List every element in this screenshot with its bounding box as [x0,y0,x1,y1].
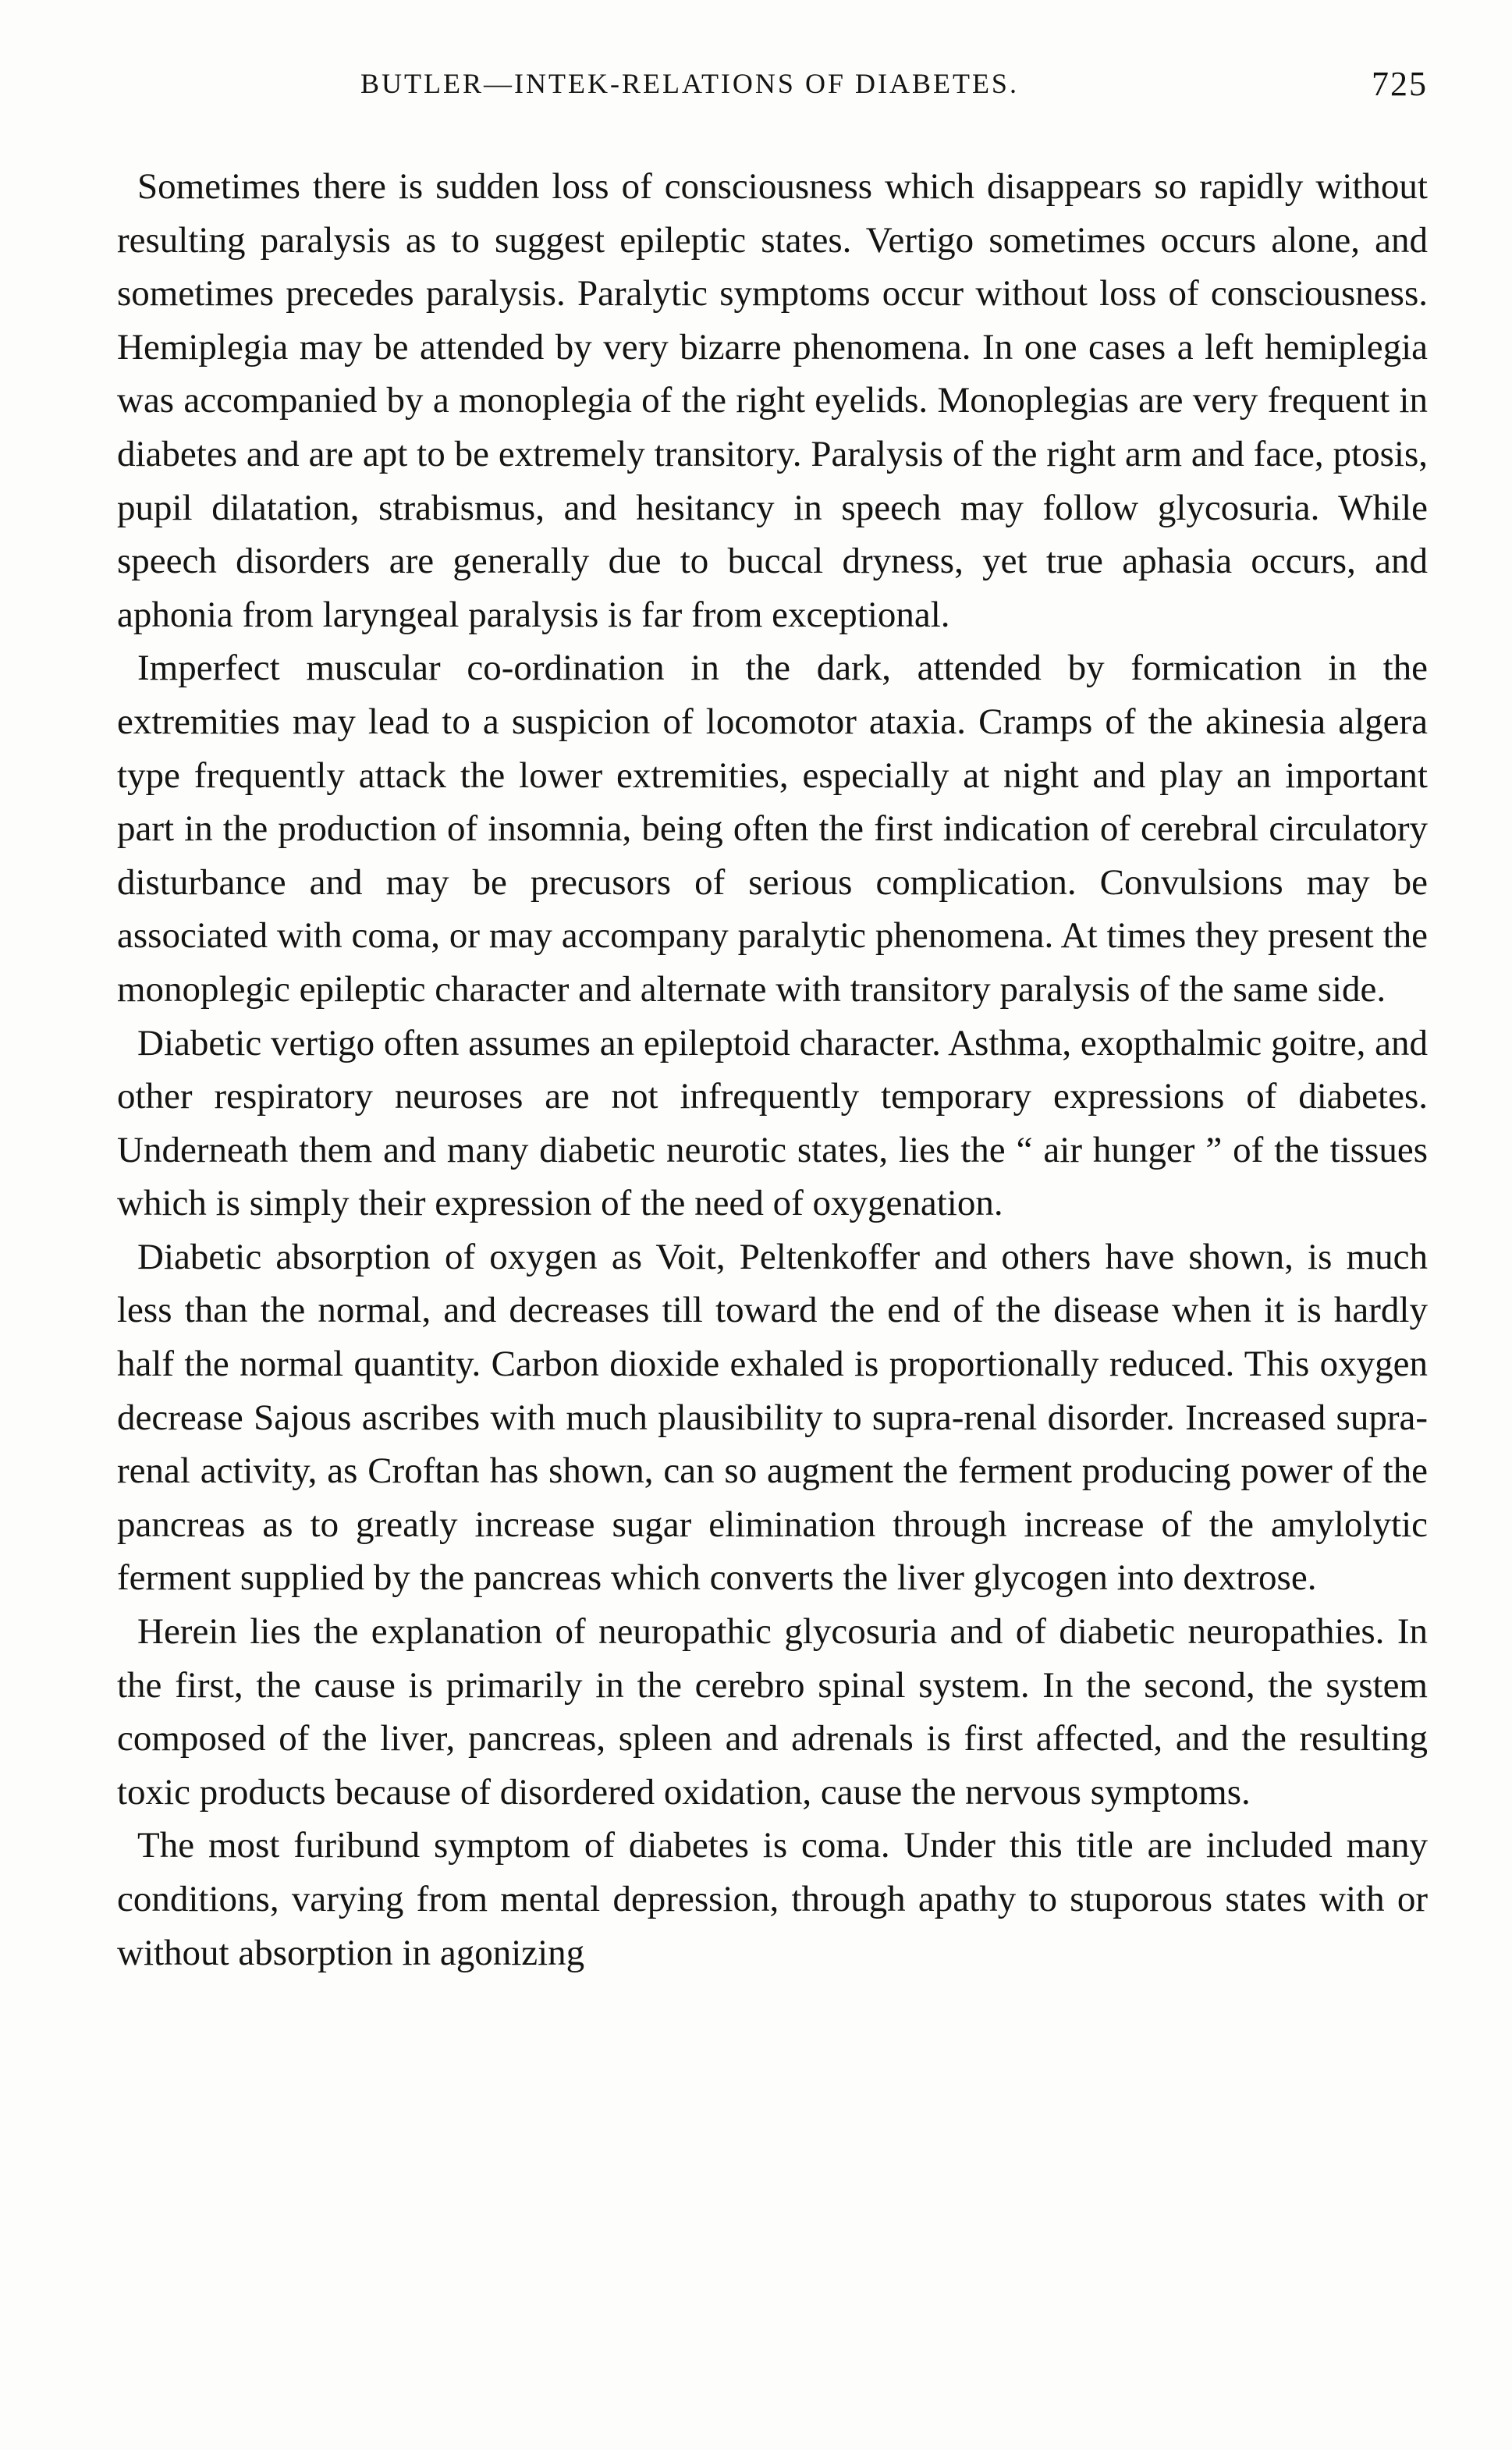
running-title: BUTLER—INTEK-RELATIONS OF DIABETES. [360,68,1019,99]
paragraph: Imperfect muscular co-ordination in the dark, attended by formication in the extremities may lead to a suspicion of locomotor ataxia. Cramps of the akinesia algera type frequently attack the lower extremities, especially at night and play an important part in the production of insomnia, being often the first indication of cerebral circulatory disturbance and may be precusors of serious complication. Convulsions may be associated with coma, or may accompany paralytic phenomena. At times they present the monoplegic epileptic character and alternate with transitory paralysis of the same side. [117,648,1428,1010]
paragraph: Herein lies the explanation of neuropathic glycosuria and of diabetic neuropathies. In the first, the cause is primarily in the cerebro spinal system. In the second, the system composed of the liver, pancreas, spleen and adrenals is first affected, and the resulting toxic products because of disordered oxidation, cause the nervous symptoms. [117,1611,1428,1813]
paragraph: Diabetic vertigo often assumes an epileptoid character. Asthma, exopthalmic goitre, and other respiratory neuroses are not infrequently temporary expressions of diabetes. Underneath them and many diabetic neurotic states, lies the “ air hunger ” of the tissues which is simply their expression of the need of oxygenation. [117,1022,1428,1224]
paragraph: The most furibund symptom of diabetes is coma. Under this title are included many conditions, varying from mental depression, through apathy to stuporous states with or without absorption in agonizing [117,1825,1428,1973]
paragraph: Sometimes there is sudden loss of consciousness which disappears so rapidly without resulting paralysis as to suggest epileptic states. Vertigo sometimes occurs alone, and sometimes precedes paralysis. Paralytic symptoms occur without loss of consciousness. Hemiplegia may be attended by very bizarre phenomena. In one cases a left hemiplegia was accompanied by a monoplegia of the right eyelids. Monoplegias are very frequent in diabetes and are apt to be extremely transitory. Paralysis of the right arm and face, ptosis, pupil dilatation, strabismus, and hesitancy in speech may follow glycosuria. While speech disorders are generally due to buccal dryness, yet true aphasia occurs, and aphonia from laryngeal paralysis is far from exceptional. [117,166,1428,635]
running-head [117,67,1428,114]
paragraph: Diabetic absorption of oxygen as Voit, Peltenkoffer and others have shown, is much less than the normal, and decreases till toward the end of the disease when it is hardly half the normal quantity. Carbon dioxide exhaled is proportionally reduced. This oxygen decrease Sajous ascribes with much plausibility to supra-renal disorder. Increased supra-renal activity, as Croftan has shown, can so augment the ferment producing power of the pancreas as to greatly increase sugar elimination through increase of the amylolytic ferment supplied by the pancreas which converts the liver glycogen into dextrose. [117,1236,1428,1599]
body-text [117,160,1428,1980]
page-number: 725 [1372,65,1428,103]
